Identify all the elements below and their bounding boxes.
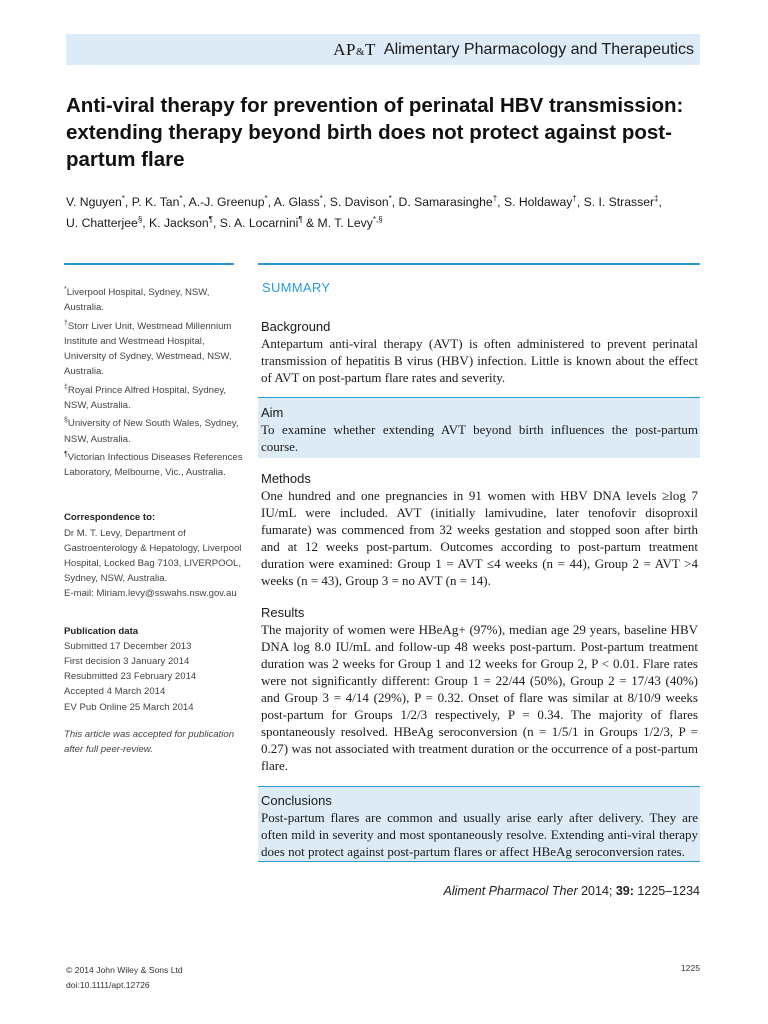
results-text: The majority of women were HBeAg+ (97%), median age 29 years, baseline HBV DNA log 8.0 IU/mL and follow-up 48 weeks post-partum. Post-partum treatment duration was 2 weeks for Group 1 and 12 weeks for Group 2, P < 0.01. Flare rates were not significantly different: Group 1 = 22/44 (50%), Group 2 = 17/43 (40%) and Group 3 = 4/14 (29%), P = 0.32. Onset of flare was similar at 8/10/9 weeks post-partum for Groups 1/2/3 respectively, P = 0.34. The majority of flares spontaneously resolved. HBeAg seroconversion (n = 1/5/1 in Groups 1/2/3, P = 0.27) was not associated with treatment duration or the occurrence of a post-partum flare. [261,622,698,773]
journal-logo [333,40,376,60]
author-name: U. Chatterjee [66,216,138,231]
author-name: S. Holdaway [503,195,573,210]
summary-heading: SUMMARY [262,280,331,295]
journal-name: Alimentary Pharmacology and Therapeutics [383,40,694,58]
correspondence [64,510,244,601]
affiliation-item [64,447,244,481]
publication-heading: Publication data [64,625,139,637]
author-affiliation-mark: † [492,194,498,203]
aim-heading: Aim [261,405,284,420]
author-separator: , [497,195,504,210]
correspondence-address: Dr M. T. Levy, Department of Gastroenterology & Hepatology, Liverpool Hospital, Locked Bag 7103, LIVERPOOL, Sydney, NSW, Australia. [64,527,242,585]
author-separator: , [267,195,274,210]
author-name: M. T. Levy [317,216,373,231]
author-name: S. A. Locarnini [219,216,299,231]
logo-text-amp: & [355,45,366,58]
affiliation-text: Victorian Infectious Diseases References Laboratory, Melbourne, Vic., Australia. [64,451,243,479]
author-name: D. Samarasinghe [398,195,493,210]
citation-pages: 1225–1234 [637,884,700,898]
author-separator: & [302,216,318,231]
conclusions-text: Post-partum flares are common and usually arise early after delivery. They are often mild in severity and most spontaneously resolve. Extending anti-viral therapy does not protect against post-partum flares or affect HBeAg seroconversion rates. [261,810,698,859]
affiliations [64,282,244,480]
methods-text: One hundred and one pregnancies in 91 women with HBV DNA levels ≥log 7 IU/mL were included. AVT (initially lamivudine, later tenofovir disoproxil fumarate) was commenced from 32 weeks gestation and stopped soon after birth and at 12 weeks post-partum. Outcomes according to post-partum treatment duration were examined: Group 1 = AVT ≤4 weeks (n = 44), Group 2 = AVT >4 weeks (n = 43), Group 3 = no AVT (n = 14). [261,488,698,588]
author-affiliation-mark: ‡ [654,194,659,203]
author-affiliation-mark: * [388,194,392,203]
author-separator: , [658,195,662,210]
author-list [66,190,706,232]
author-name: A.-J. Greenup [188,195,265,210]
author-name: K. Jackson [149,216,209,231]
author-affiliation-mark: § [137,215,143,225]
article-citation [444,884,700,898]
journal-banner [66,34,700,65]
affiliation-mark: ‡ [64,383,68,391]
aim-text: To examine whether extending AVT beyond birth influences the post-partum course. [261,422,698,454]
sidebar [64,282,244,757]
publication-ev-pub: EV Pub Online 25 March 2014 [64,701,194,713]
publication-resubmitted: Resubmitted 23 February 2014 [64,671,197,683]
results-heading: Results [261,605,305,620]
author-line-1 [66,190,706,211]
publication-accepted: Accepted 4 March 2014 [64,686,166,698]
copyright-text: © 2014 John Wiley & Sons Ltd [66,965,183,975]
publication-data [64,624,244,715]
background-text: Antepartum anti-viral therapy (AVT) is often administered to prevent perinatal transmission of hepatitis B virus (HBV) infection. Little is known about the effect of AVT on post-partum flare rates and severity. [261,336,698,385]
methods-heading: Methods [261,471,311,486]
author-name: S. Davison [329,195,389,210]
author-separator: , [212,216,220,231]
author-separator: , [391,195,399,210]
author-name: P. K. Tan [131,195,180,210]
affiliation-text: University of New South Wales, Sydney, NSW, Australia. [64,418,239,445]
logo-text-ap: AP [333,39,356,59]
author-separator: , [182,195,189,210]
author-affiliation-mark: * [319,194,323,203]
background-heading: Background [261,319,331,334]
author-affiliation-mark: * [121,194,125,203]
author-line-2 [66,211,706,232]
affiliation-mark: ¶ [64,450,68,458]
author-affiliation-mark: * [179,194,183,203]
author-affiliation-mark: * [264,194,268,203]
affiliation-mark: † [64,319,68,327]
logo-text-t: T [365,39,376,59]
peer-review-note: This article was accepted for publication after full peer-review. [64,728,235,756]
section-background [258,318,700,386]
affiliation-text: Liverpool Hospital, Sydney, NSW, Australia. [64,287,210,314]
citation-journal: Aliment Pharmacol Ther [443,884,578,898]
author-affiliation-mark: ¶ [208,215,213,225]
author-separator: , [576,195,584,210]
footer-info [66,963,183,993]
left-divider [64,263,234,265]
affiliation-item [64,316,244,380]
author-name: A. Glass [273,195,320,210]
article-title: Anti-viral therapy for prevention of perinatal HBV transmission: extending therapy beyond birth does not protect against post-partum flare [66,94,684,171]
author-separator: , [142,216,150,231]
conclusions-heading: Conclusions [261,793,332,808]
section-results [258,604,700,774]
section-aim [258,397,700,458]
affiliation-item [64,413,244,447]
correspondence-heading: Correspondence to: [64,512,156,524]
author-affiliation-mark: ¶ [298,215,303,225]
affiliation-item [64,380,244,414]
summary-divider [258,263,700,265]
affiliation-mark: * [64,286,67,293]
affiliation-text: Storr Liver Unit, Westmead Millennium Institute and Westmead Hospital, University of Sydney, Westmead, NSW, Australia. [64,320,232,378]
doi-link[interactable]: doi:10.1111/apt.12726 [66,980,150,990]
citation-year: 2014; [581,884,613,898]
page-number: 1225 [680,963,700,973]
author-separator: , [124,195,132,210]
affiliation-text: Royal Prince Alfred Hospital, Sydney, NSW, Australia. [64,384,227,411]
section-methods [258,470,700,589]
correspondence-email[interactable]: E-mail: Miriam.levy@sswahs.nsw.gov.au [64,588,237,600]
author-separator: , [322,195,330,210]
affiliation-mark: § [64,417,68,425]
affiliation-item [64,282,244,316]
publication-first-decision: First decision 3 January 2014 [64,656,190,667]
author-name: S. I. Strasser [583,195,655,210]
author-name: V. Nguyen [66,195,122,210]
publication-submitted: Submitted 17 December 2013 [64,640,192,652]
section-conclusions [258,786,700,862]
citation-volume: 39: [615,884,634,898]
author-affiliation-mark: † [572,194,577,203]
author-affiliation-mark: *,§ [372,215,383,225]
